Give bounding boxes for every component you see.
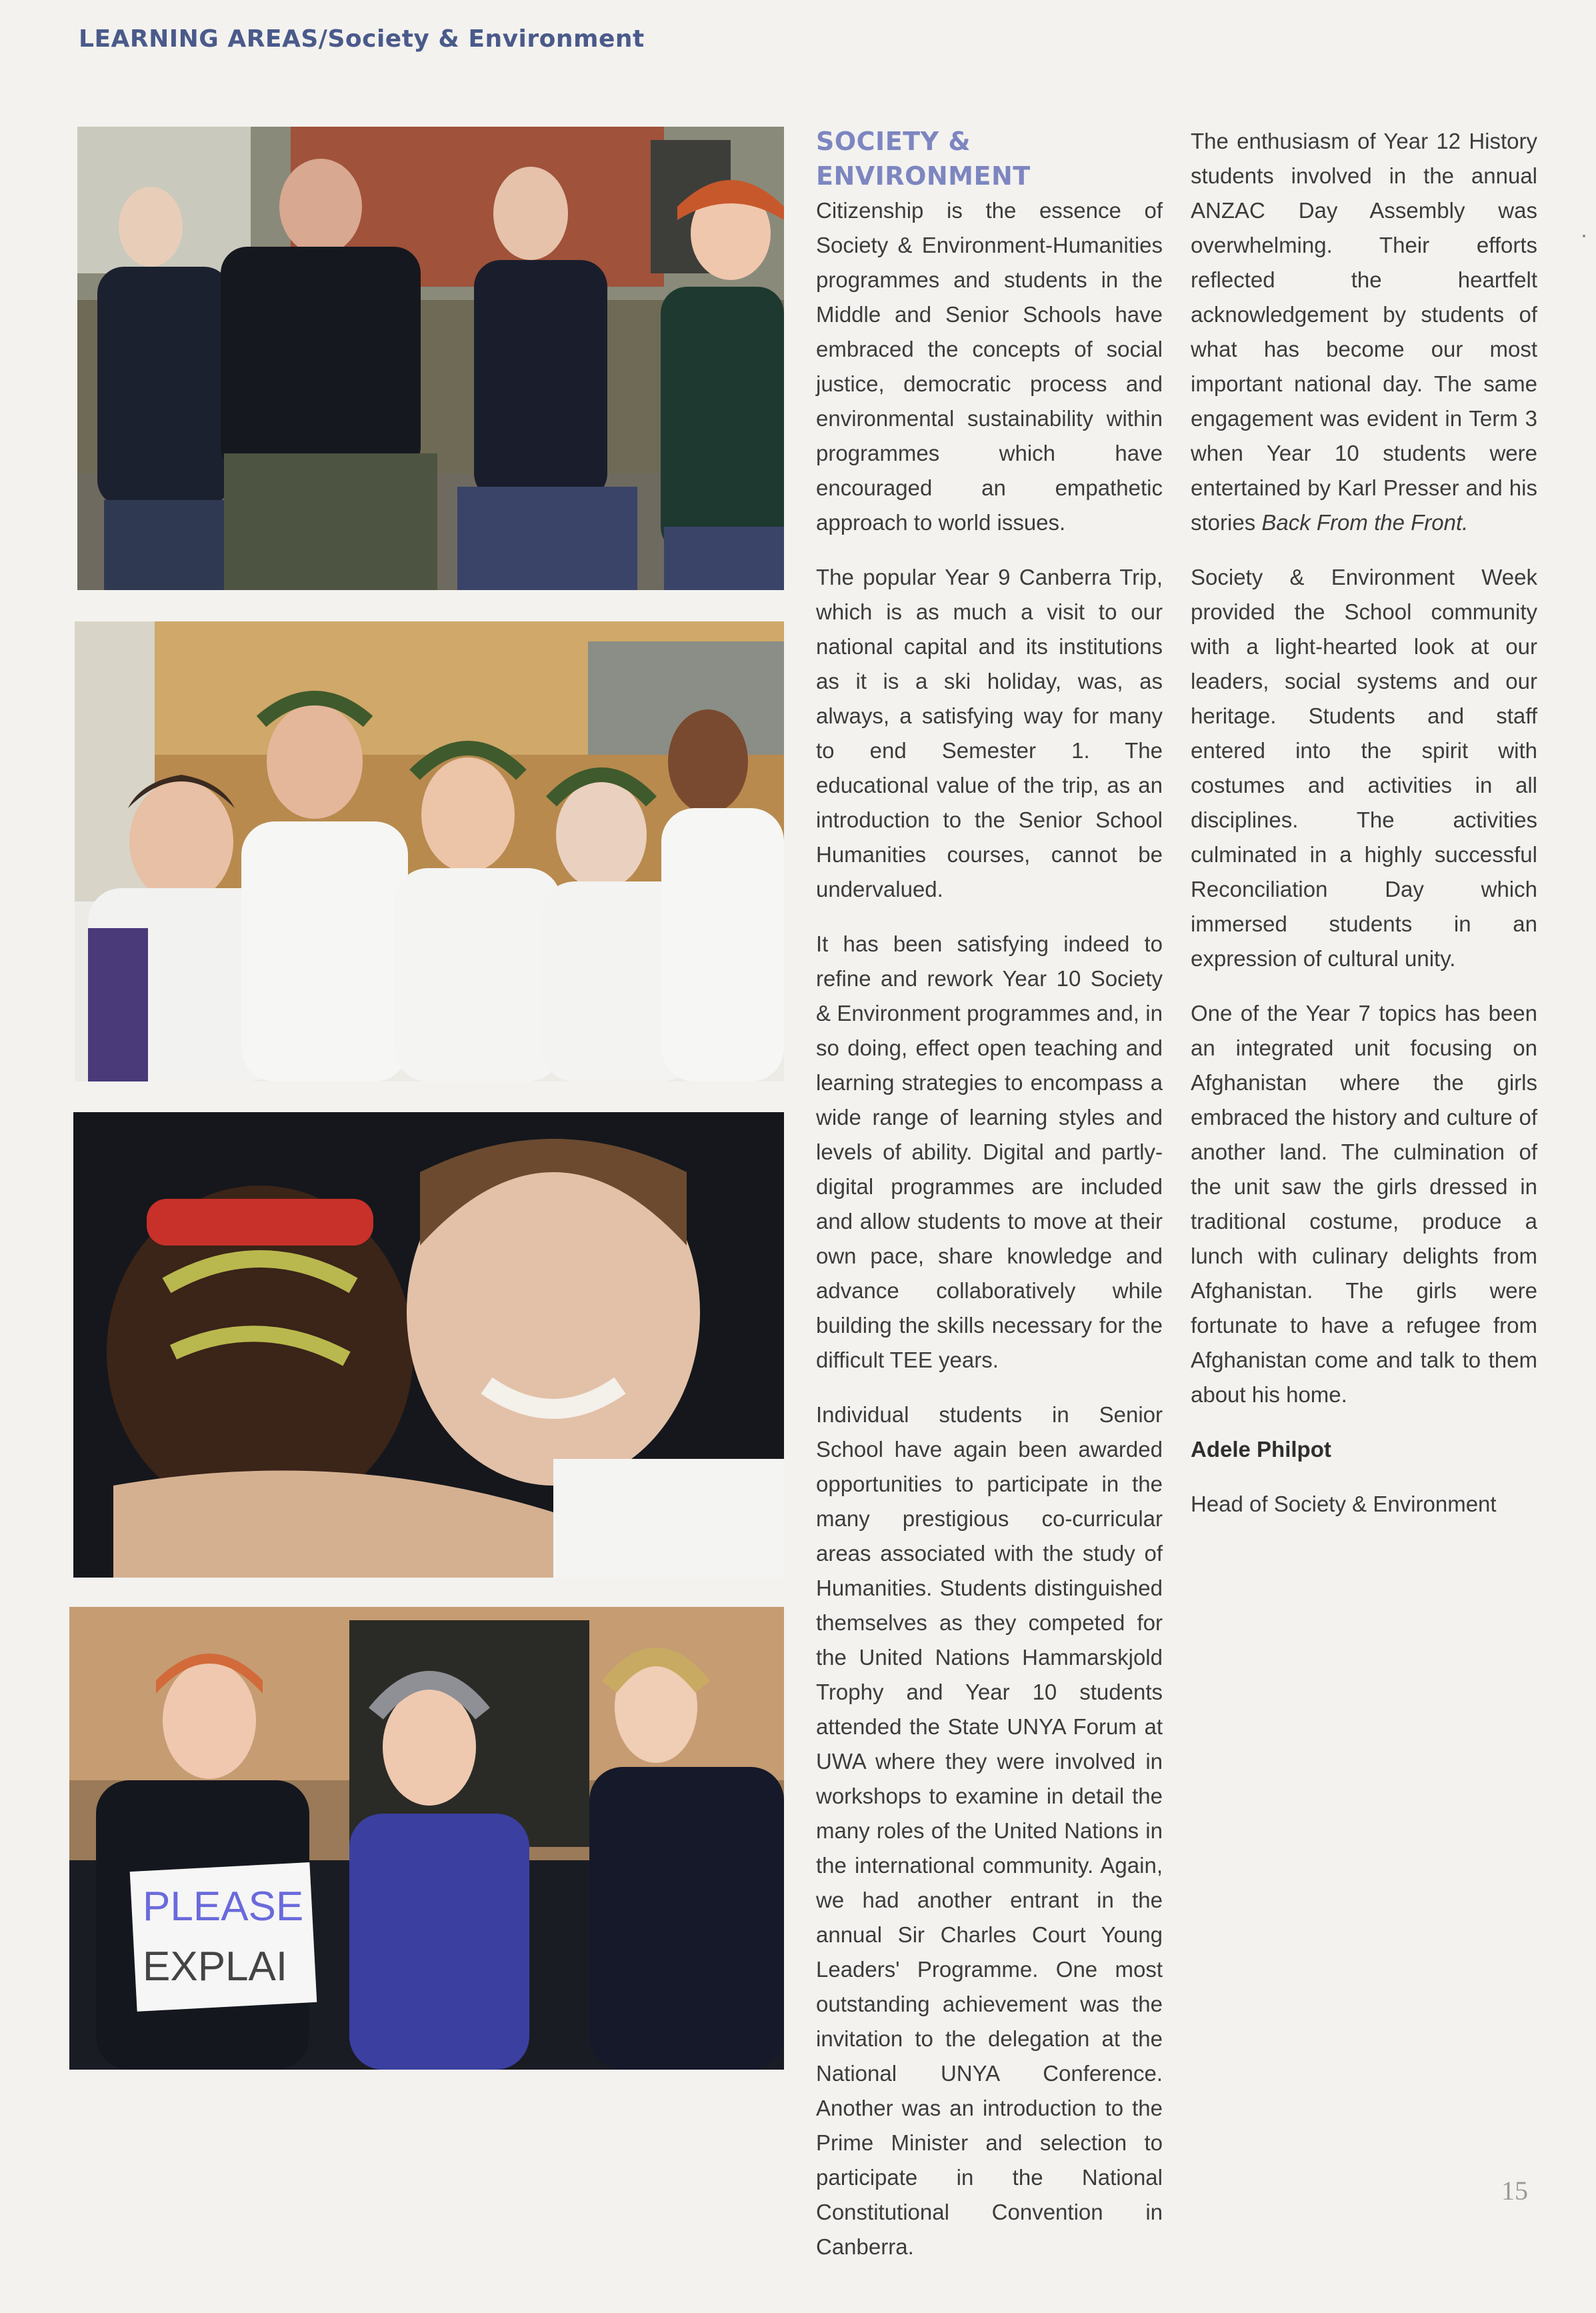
paragraph-canberra-trip: The popular Year 9 Canberra Trip, which is as much a visit to our national capital and its institutions as it is a ski holiday, was, as always, a satisfying way for many to end Semester 1. The educational value of the trip, as an introduction to the Senior School Humanities courses, cannot be undervalued.: [816, 565, 1163, 901]
paragraph-anzac-day: [1191, 124, 1537, 540]
photo-girls-with-face-paint: [73, 1112, 784, 1578]
paragraph-senior-school: Individual students in Senior School have again been awarded opportunities to participate in the many prestigious co-curricular areas associated with the study of Humanities. Students distinguished themselves as they competed for the United Nations Hammarskjold Trophy and Year 10 students attended the State UNYA Forum at UWA where they were involved in workshops to examine in detail the many roles of the United Nations in the international community. Again, we had another entrant in the annual Sir Charles Court Young Leaders' Programme. One most outstanding achievement was the invitation to the delegation at the National UNYA Conference. Another was an introduction to the Prime Minister and selection to participate in the National Constitutional Convention in Canberra.: [816, 1402, 1163, 2259]
paragraph-year-10-programmes: It has been satisfying indeed to refine and rework Year 10 Society & Environment programmes and, in so doing, effect open teaching and learning strategies to encompass a wide range of learning styles and levels of ability. Digital and partly-digital programmes are included and allow students to move at their own pace, share knowledge and advance collaboratively while building the skills necessary for the difficult TEE years.: [816, 931, 1163, 1372]
sign-line-1: PLEASE: [143, 1884, 304, 1930]
photo-students-in-togas: [75, 621, 784, 1081]
book-title: Back From the Front.: [1261, 510, 1469, 535]
photo-students-with-harmonica-player: [77, 127, 784, 590]
print-speck: [1583, 235, 1585, 237]
paragraph-society-environment-week: Society & Environment Week provided the School community with a light-hearted look at our leaders, social systems and our heritage. Students and staff entered into the spirit with costumes and activities in all disciplines. The activities culminated in a highly successful Reconciliation Day which immersed students in an expression of cultural unity.: [1191, 565, 1537, 971]
sign-line-2: EXPLAI: [143, 1944, 288, 1990]
anzac-text: The enthusiasm of Year 12 History students involved in the annual ANZAC Day Assembly was overwhelming. Their efforts reflected the heartfelt acknowledgement by students of what has become our most important national day. The same engagement was evident in Term 3 when Year 10 students were entertained by Karl Presser and his stories: [1191, 129, 1537, 535]
paragraph-afghanistan: One of the Year 7 topics has been an integrated unit focusing on Afghanistan where the girls embraced the history and culture of another land. The culmination of the unit saw the girls dressed in traditional costume, produce a lunch with culinary delights from Afghanistan. The girls were fortunate to have a refugee from Afghanistan come and talk to them about his home.: [1191, 1001, 1537, 1407]
running-head: LEARNING AREAS/Society & Environment: [79, 25, 645, 53]
text-column-1: [816, 124, 1163, 2284]
page-number: 15: [1501, 2176, 1528, 2206]
text-column-2: [1191, 124, 1537, 1542]
paragraph-citizenship: Citizenship is the essence of Society & Environment-Humanities programmes and students in the Middle and Senior Schools have embraced the concepts of social justice, democratic process and environmental sustainability within programmes which have encouraged an empathetic approach to world issues.: [816, 198, 1163, 535]
section-title: SOCIETY & ENVIRONMENT: [816, 127, 1031, 191]
signature-role: Head of Society & Environment: [1191, 1492, 1497, 1516]
signature-name: Adele Philpot: [1191, 1437, 1331, 1462]
photo-girls-with-sign: [69, 1607, 784, 2070]
